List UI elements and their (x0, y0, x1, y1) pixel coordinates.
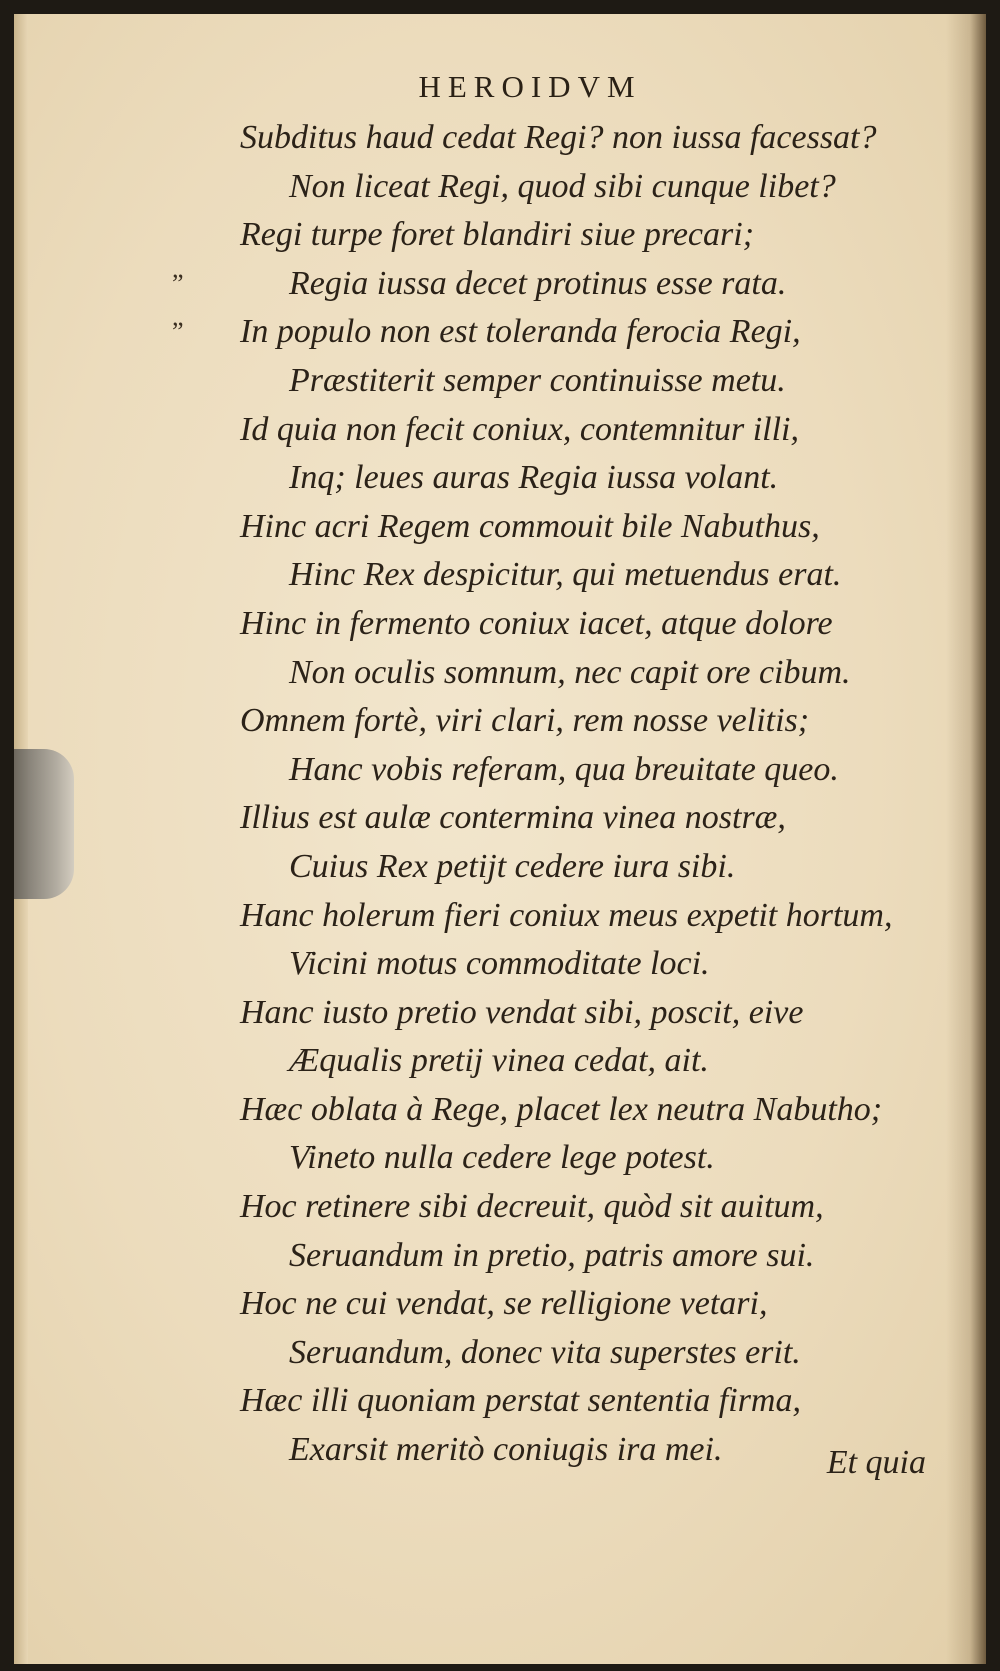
gnomic-marker: ” (172, 268, 184, 298)
verse-text: Non liceat Regi, quod sibi cunque libet? (289, 167, 836, 205)
verse-line (14, 1280, 986, 1329)
verse-line (14, 357, 986, 406)
verse-line (14, 163, 986, 212)
verse-line (14, 794, 986, 843)
verse-text: Hinc in fermento coniux iacet, atque dolore (240, 604, 833, 642)
verse-line (14, 746, 986, 795)
verse-line (14, 843, 986, 892)
verse-text: Subditus haud cedat Regi? non iussa facessat? (240, 119, 877, 156)
verse-text: Vineto nulla cedere lege potest. (289, 1139, 715, 1177)
verse-text: Hanc holerum fieri coniux meus expetit hortum, (240, 896, 893, 934)
verse-line (14, 1134, 986, 1183)
verse-line (14, 503, 986, 552)
running-head: HEROIDVM (418, 69, 642, 104)
verse-text: Exarsit meritò coniugis ira mei. (289, 1431, 723, 1469)
verse-line (14, 551, 986, 600)
verse-text: Non oculis somnum, nec capit ore cibum. (289, 653, 851, 691)
verse-text: Hinc acri Regem commouit bile Nabuthus, (240, 507, 820, 545)
verse-text: Hanc iusto pretio vendat sibi, poscit, eive (240, 993, 804, 1031)
verse-text: Hinc Rex despicitur, qui metuendus erat. (289, 556, 842, 594)
verse-text: Id quia non fecit coniux, contemnitur illi, (240, 410, 800, 448)
verse-line (14, 211, 986, 260)
verse-text: Illius est aulæ contermina vinea nostræ, (240, 799, 786, 837)
verse-text: Hanc vobis referam, qua breuitate queo. (289, 750, 839, 788)
verse-line (14, 989, 986, 1038)
verse-line (14, 308, 986, 357)
verse-text: In populo non est toleranda ferocia Regi, (240, 313, 801, 351)
verse-line (14, 697, 986, 746)
verse-line (14, 260, 986, 309)
book-page (14, 14, 986, 1664)
verse-text: Omnem fortè, viri clari, rem nosse velitis; (240, 702, 810, 740)
verse-line (14, 1183, 986, 1232)
verse-text: Seruandum in pretio, patris amore sui. (289, 1236, 815, 1274)
verse-text: Vicini motus commoditate loci. (289, 945, 710, 983)
verse-line (14, 114, 986, 163)
verse-line (14, 1377, 986, 1426)
gnomic-marker: ” (172, 317, 184, 347)
verse-line (14, 1037, 986, 1086)
verse-line (14, 940, 986, 989)
verse-text: Regi turpe foret blandiri siue precari; (240, 216, 755, 254)
verse-line (14, 649, 986, 698)
verse-line (14, 892, 986, 941)
verse-text: Cuius Rex petijt cedere iura sibi. (289, 847, 736, 885)
verse-line (14, 1086, 986, 1135)
verse-text: Præstiterit semper continuisse metu. (289, 361, 786, 399)
verse-line (14, 454, 986, 503)
catchword: Et quia (826, 1444, 926, 1481)
verse-line (14, 406, 986, 455)
verse-text: Hoc ne cui vendat, se relligione vetari, (240, 1285, 768, 1323)
verse-text: Seruandum, donec vita superstes erit. (289, 1333, 801, 1371)
verse-text: Regia iussa decet protinus esse rata. (289, 264, 787, 302)
verse-line (14, 600, 986, 649)
verse-line (14, 1232, 986, 1281)
verse-text: Inq; leues auras Regia iussa volant. (289, 459, 779, 497)
verse-line (14, 1329, 986, 1378)
verse-text: Hæc oblata à Rege, placet lex neutra Nabutho; (240, 1090, 883, 1128)
verse-text: Hæc illi quoniam perstat sententia firma, (240, 1382, 801, 1420)
verse-text: Hoc retinere sibi decreuit, quòd sit auitum, (240, 1188, 824, 1226)
verse-text: Æqualis pretij vinea cedat, ait. (289, 1042, 709, 1080)
verse-block (14, 114, 986, 1475)
